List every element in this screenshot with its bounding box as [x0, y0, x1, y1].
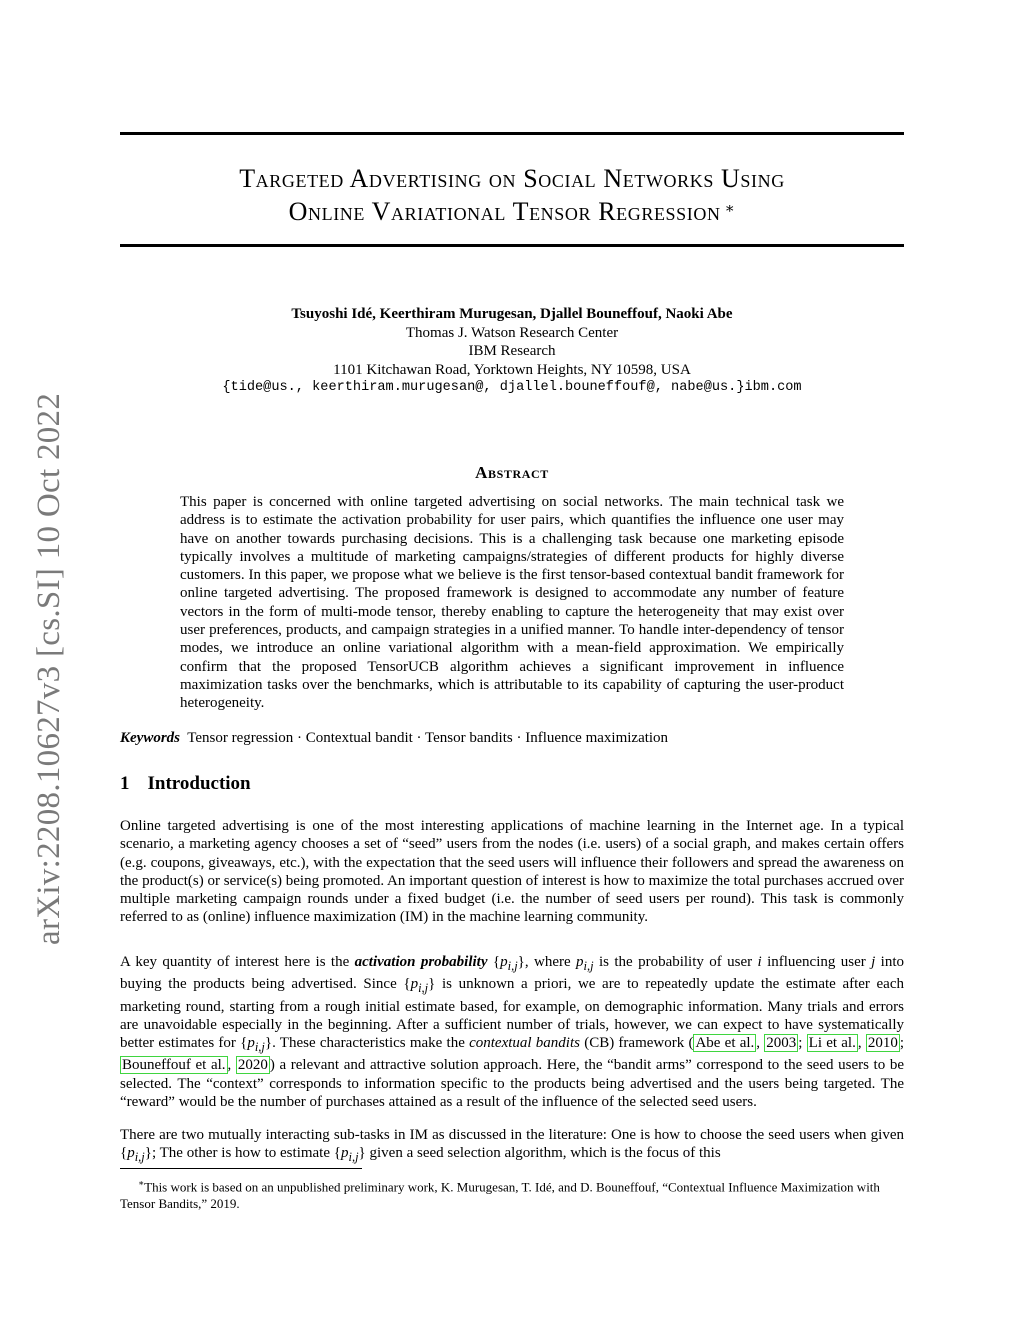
- intro-paragraph-3: [120, 1126, 904, 1167]
- title-top-rule: [120, 132, 904, 135]
- text-run: is unknown a priori, we are to repeatedly update the estimate after each marketing round, starting from a rough initial estimate based, for example, on demographic information. Many trials and errors are unavoidable especially in the beginning. After a sufficient number of trials, however, we can expect to have systematically better estimates for: [120, 976, 904, 1052]
- term-activation-probability: activation probability: [354, 954, 488, 970]
- citation-text: Abe et al.: [695, 1035, 755, 1052]
- text-run: given a seed selection algorithm, which is the focus of this: [365, 1145, 721, 1162]
- footnote-rule: [120, 1168, 362, 1169]
- math-p: p: [127, 1145, 135, 1162]
- math-sub: i,j: [348, 1150, 359, 1165]
- math-sub: i,j: [254, 1040, 265, 1055]
- math-sub: i,j: [134, 1150, 145, 1165]
- text-run: ) a relevant and attractive solution approach. Here, the “bandit arms” correspond to the seed users to be selected. The “context” corresponds to information specific to the products being advertised and the users being targeted. The “reward” would be the number of purchases attained as a result of the influence of the selected seed users.: [120, 1057, 905, 1111]
- text-run: , where: [524, 954, 577, 970]
- math-sub: i,j: [583, 959, 594, 973]
- citation-year-link-bouneffouf[interactable]: 2020: [237, 1057, 268, 1074]
- math-pij-set: $\{p_{i,j}\}$: [240, 1035, 273, 1055]
- paper-title: [120, 162, 904, 228]
- title-line-2: [120, 195, 904, 228]
- math-sub: i,j: [418, 981, 429, 996]
- math-j: j: [871, 954, 876, 970]
- section-title: Introduction: [147, 773, 251, 794]
- affiliation-2: IBM Research: [468, 343, 556, 359]
- math-p: p: [410, 976, 419, 993]
- abstract-text: This paper is concerned with online targeted advertising on social networks. The main technical task we address is to estimate the activation probability for user pairs, which quantifies the influence one user may have on another towards purchasing decisions. This is a challenging task because one marketing episode typically involves a multitude of marketing campaigns/strategies of different products for highly diverse customers. In this paper, we propose what we believe is the first tensor-based contextual bandit framework for online targeted advertising. The proposed framework is designed to accommodate any number of feature vectors in the form of multi-mode tensor, thereby enabling to capture the heterogeneity that may exist over user preferences, products, and campaign strategies in a unified manner. To handle inter-dependency of tensor modes, we introduce an online variational algorithm with a mean-field approximation. We empirically confirm that the proposed TensorUCB algorithm achieves a significant improvement in influence maximization tasks over the benchmarks, which is attributable to its capability of capturing the user-product heterogeneity.: [180, 494, 844, 712]
- title-bottom-rule: [120, 244, 904, 247]
- citation-year-link-li[interactable]: 2010: [867, 1035, 898, 1052]
- text-run: There are two mutually interacting sub-tasks in IM as discussed in the literature: One is how to choose the seed users when given: [120, 1127, 904, 1143]
- math-p: p: [576, 954, 584, 970]
- abstract-heading: Abstract: [475, 463, 549, 482]
- section-number: 1: [120, 773, 130, 794]
- text-run: . These characteristics make the: [272, 1035, 470, 1052]
- author-block: [120, 305, 904, 398]
- math-pij-set: $\{p_{i,j}\}$: [492, 954, 525, 973]
- title-line-1: Targeted Advertising on Social Networks Using: [239, 164, 785, 193]
- keywords-line: [120, 730, 668, 747]
- keywords-label: Keywords: [120, 730, 180, 746]
- term-contextual-bandits: contextual bandits: [469, 1035, 580, 1052]
- title-footnote-marker: ∗: [724, 201, 736, 217]
- text-run: is the probability of user: [593, 954, 758, 970]
- text-run: ; The other is how to estimate: [151, 1145, 334, 1162]
- author-emails: {tide@us., keerthiram.murugesan@, djallel.bouneffouf@, nabe@us.}ibm.com: [222, 380, 802, 395]
- keywords-text: Tensor regression · Contextual bandit · Tensor bandits · Influence maximization: [187, 730, 669, 746]
- intro-paragraph-2: A key quantity of interest here is the activation probability $\{p_{i,j}\}$, where $p_{i,j}$ is the probability of user i influencing user j into buying the products being advertised. Since $\{p_{i,j}\}$ is unknown a priori, we are to repeatedly update the estimate after each marketing round, starting from a rough initial estimate based, for example, on demographic information. Many trials and errors are unavoidable especially in the beginning. After a sufficient number of trials, however, we can expect to have systematically better estimates for $\{p_{i,j}\}$. These characteristics make the contextual bandits (CB) framework ( Abe et al. , 2003 ; Li et al. , 2010 ; Bouneffouf et al. , 2020 ) a relevant and attractive solution approach. Here, the “bandit arms” correspond to the seed users to be selected. The “context” corresponds to information specific to the products being advertised and the users being targeted. The “reward” would be the number of purchases attained as a result of the influence of the selected seed users.: [120, 954, 905, 1111]
- math-pij-set: $\{p_{i,j}\}$: [120, 1145, 152, 1165]
- text-run: into buying the products being advertised. Since: [120, 954, 905, 993]
- math-pij-set: $\{p_{i,j}\}$: [333, 1145, 366, 1165]
- author-names: Tsuyoshi Idé, Keerthiram Murugesan, Djallel Bouneffouf, Naoki Abe: [291, 306, 733, 322]
- affiliation-1: Thomas J. Watson Research Center: [405, 324, 619, 341]
- math-p: p: [340, 1145, 349, 1162]
- math-pij: [576, 954, 594, 973]
- citation-link-abe[interactable]: [693, 1034, 756, 1052]
- math-pij-set: $\{p_{i,j}\}$: [403, 976, 436, 996]
- text-run: A key quantity of interest here is the: [120, 954, 355, 970]
- footnote-text: This work is based on an unpublished preliminary work, K. Murugesan, T. Idé, and D. Bouneffouf, “Contextual Influence Maximization with Tensor Bandits,” 2019.: [120, 1179, 880, 1211]
- math-sub: i,j: [507, 959, 518, 973]
- math-i: i: [757, 954, 762, 970]
- text-run: (CB) framework (: [579, 1035, 694, 1052]
- arxiv-identifier-stamp: arXiv:2208.10627v3 [cs.SI] 10 Oct 2022: [31, 392, 67, 945]
- title-line-2-text: Online Variational Tensor Regression: [288, 197, 721, 226]
- math-p: p: [247, 1035, 255, 1052]
- section-heading: [120, 773, 251, 795]
- math-p: p: [500, 954, 508, 970]
- footnote-marker: ∗: [138, 1178, 145, 1188]
- citation-link-li[interactable]: Li et al.: [808, 1035, 856, 1052]
- citation-year-link-abe[interactable]: 2003: [766, 1035, 797, 1052]
- footnote: [120, 1175, 904, 1212]
- citation-link-bouneffouf[interactable]: Bouneffouf et al.: [122, 1057, 226, 1074]
- address: 1101 Kitchawan Road, Yorktown Heights, NY 10598, USA: [333, 361, 691, 378]
- text-run: influencing user: [761, 954, 872, 970]
- intro-paragraph-1: Online targeted advertising is one of the most interesting applications of machine learning in the Internet age. In a typical scenario, a marketing agency chooses a set of “seed” users from the nodes (i.e. users) of a social graph, and makes certain offers (e.g. coupons, giveaways, etc.), with the expectation that the seed users will influence their followers and spread the awareness on the product(s) or service(s) being promoted. An important question of interest is how to maximize the total purchases accrued over multiple marketing campaign rounds under a fixed budget (i.e. the number of seed users per round). This task is commonly referred to as (online) influence maximization (IM) in the machine learning community.: [120, 818, 904, 926]
